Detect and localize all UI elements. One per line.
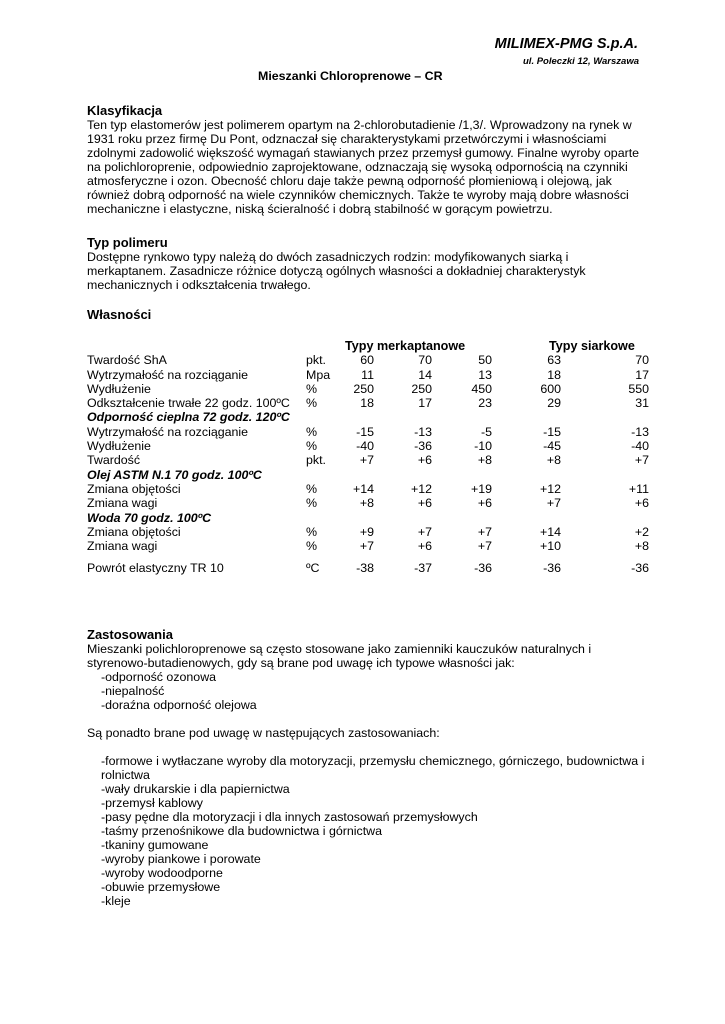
row-value: +7	[477, 524, 492, 539]
company-address: ul. Poleczki 12, Warszawa	[523, 56, 639, 67]
row-value: -15	[543, 424, 561, 439]
row-value: +7	[359, 539, 374, 554]
list-item: rolnictwa	[101, 768, 150, 782]
row-value: +19	[470, 481, 492, 496]
row-value: +9	[359, 524, 374, 539]
application-list	[87, 754, 661, 908]
list-item: -niepalność	[101, 684, 165, 698]
section-klasyfikacja	[87, 103, 647, 216]
row-label: Woda 70 godz. 100ºC	[87, 510, 212, 525]
list-item: -kleje	[101, 894, 131, 908]
row-value: -45	[543, 439, 561, 454]
list-item: -wały drukarskie i dla papiernictwa	[101, 782, 290, 796]
list-item: -obuwie przemysłowe	[101, 880, 221, 894]
row-label: Zmiana wagi	[87, 539, 158, 554]
text-line: 1931 roku przez firmę Du Pont, odznaczał się charakterystykami przetwórczymi i własnościami	[87, 132, 607, 146]
row-label: Twardość	[87, 453, 141, 468]
row-unit: %	[306, 524, 318, 539]
row-value: 14	[418, 367, 432, 382]
table-row	[87, 539, 652, 553]
table-row	[87, 561, 652, 575]
row-unit: ºC	[306, 561, 320, 576]
row-value: +6	[477, 496, 492, 511]
section-typ-polimeru	[87, 235, 647, 292]
row-value: 17	[635, 367, 649, 382]
table-subheading	[87, 468, 652, 482]
row-unit: %	[306, 396, 318, 411]
table-subheading	[87, 511, 652, 525]
row-value: 600	[540, 381, 561, 396]
row-unit: %	[306, 381, 318, 396]
row-label: Wydłużenie	[87, 439, 151, 454]
row-value: +7	[634, 453, 649, 468]
row-value: +7	[477, 539, 492, 554]
heading-wlasnosci: Własności	[87, 307, 152, 322]
paragraph-klasyfikacja	[87, 118, 647, 216]
list-item: -taśmy przenośnikowe dla budownictwa i górnictwa	[101, 824, 382, 838]
text-line: mechanicznych i odkształcenia trwałego.	[87, 278, 311, 292]
row-value: +14	[539, 524, 561, 539]
row-value: +12	[410, 481, 432, 496]
company-name: MILIMEX-PMG S.p.A.	[494, 36, 638, 52]
group-merkaptanowe: Typy merkaptanowe	[345, 339, 466, 353]
row-label: Powrót elastyczny TR 10	[87, 561, 224, 576]
row-value: +7	[546, 496, 561, 511]
table-row	[87, 368, 652, 382]
row-value: 23	[478, 396, 492, 411]
row-unit: %	[306, 439, 318, 454]
row-unit: pkt.	[306, 453, 326, 468]
row-label: Zmiana wagi	[87, 496, 158, 511]
row-value: -15	[356, 424, 374, 439]
row-value: +6	[634, 496, 649, 511]
row-unit: Mpa	[306, 367, 331, 382]
heading-zastosowania: Zastosowania	[87, 627, 173, 642]
row-label: Wytrzymałość na rozciąganie	[87, 424, 249, 439]
text-line: styrenowo-butadienowych, gdy są brane pod uwagę ich typowe własności jak:	[87, 656, 515, 670]
table-row	[87, 353, 652, 367]
heading-klasyfikacja: Klasyfikacja	[87, 103, 163, 118]
table-row	[87, 496, 652, 510]
row-value: -36	[631, 561, 649, 576]
section-zastosowania	[87, 627, 661, 908]
row-label: Zmiana objętości	[87, 481, 181, 496]
row-value: -36	[414, 439, 432, 454]
table-row	[87, 425, 652, 439]
table-row	[87, 382, 652, 396]
row-label: Zmiana objętości	[87, 524, 181, 539]
row-value: +8	[477, 453, 492, 468]
row-unit: %	[306, 496, 318, 511]
list-item: -pasy pędne dla motoryzacji i dla innych zastosowań przemysłowych	[101, 810, 478, 824]
row-value: +7	[417, 524, 432, 539]
row-value: 70	[635, 353, 649, 368]
row-value: +11	[628, 481, 649, 496]
row-value: 31	[635, 396, 649, 411]
row-value: 550	[628, 381, 649, 396]
text-line: na polichloroprenie, odpowiednio zaprojektowane, odznaczają się wysoką odpornością na czynniki	[87, 160, 628, 174]
row-value: +8	[546, 453, 561, 468]
list-item: -formowe i wytłaczane wyroby dla motoryzacji, przemysłu chemicznego, górniczego, budownictwa i	[101, 754, 645, 768]
row-value: -36	[543, 561, 561, 576]
row-label: Wytrzymałość na rozciąganie	[87, 367, 249, 382]
row-value: -40	[631, 439, 649, 454]
row-value: 18	[547, 367, 561, 382]
table-spacer	[87, 553, 652, 561]
section-wlasnosci	[87, 307, 151, 322]
row-value: 250	[411, 381, 432, 396]
row-value: 17	[418, 396, 432, 411]
row-value: +6	[417, 539, 432, 554]
paragraph-zastosowania-intro	[87, 642, 647, 670]
row-value: 18	[360, 396, 374, 411]
text-line: atmosferyczne i ozon. Obecność chloru daje także pewną odporność płomieniową i olejową, jak	[87, 174, 612, 188]
row-value: +2	[634, 524, 649, 539]
row-value: -13	[414, 424, 432, 439]
list-item: -tkaniny gumowane	[101, 838, 209, 852]
text-line: zdolnymi zadowolić większość wymagań stawianych przez przemysł gumowy. Finalne wyroby oparte	[87, 146, 640, 160]
row-value: -36	[474, 561, 492, 576]
row-value: -5	[480, 424, 492, 439]
paragraph-zastosowania-also: Są ponadto brane pod uwagę w następujących zastosowaniach:	[87, 726, 440, 740]
group-siarkowe: Typy siarkowe	[549, 339, 635, 353]
row-value: 63	[547, 353, 561, 368]
row-unit: %	[306, 539, 318, 554]
row-value: +6	[417, 496, 432, 511]
text-line: mechaniczne i elastyczne, niską ścieralność i dobrą stabilność w gorącym powietrzu.	[87, 202, 553, 216]
row-value: 50	[478, 353, 492, 368]
property-list	[87, 670, 661, 712]
paragraph-typ-polimeru	[87, 250, 647, 292]
row-value: -10	[474, 439, 492, 454]
row-value: +14	[352, 481, 374, 496]
document-title: Mieszanki Chloroprenowe – CR	[258, 69, 443, 83]
text-line: merkaptanem. Zasadnicze różnice dotyczą ogólnych własności a dokładniej charakterystyk	[87, 264, 586, 278]
row-value: -13	[631, 424, 649, 439]
list-item: -odporność ozonowa	[101, 670, 217, 684]
row-value: +10	[539, 539, 561, 554]
row-label: Wydłużenie	[87, 381, 151, 396]
row-value: 13	[478, 367, 492, 382]
table-group-header	[87, 339, 652, 353]
row-value: -38	[356, 561, 374, 576]
row-value: -37	[414, 561, 432, 576]
table-row	[87, 439, 652, 453]
properties-table	[87, 339, 652, 576]
row-value: 29	[547, 396, 561, 411]
row-unit: pkt.	[306, 353, 326, 368]
table-subheading	[87, 410, 652, 424]
table-row	[87, 525, 652, 539]
table-row	[87, 482, 652, 496]
text-line: Mieszanki polichloroprenowe są często stosowane jako zamienniki kauczuków naturalnych i	[87, 642, 592, 656]
row-label: Odporność cieplna 72 godz. 120ºC	[87, 410, 290, 425]
row-value: 450	[471, 381, 492, 396]
text-line: Dostępne rynkowo typy należą do dwóch zasadniczych rodzin: modyfikowanych siarką i	[87, 250, 569, 264]
row-value: +8	[359, 496, 374, 511]
row-value: 11	[361, 367, 374, 382]
row-value: +12	[539, 481, 561, 496]
row-unit: %	[306, 481, 318, 496]
row-value: -40	[356, 439, 374, 454]
text-line: również dobrą odporność na wiele czynników chemicznych. Także te wyroby mają dobre własności	[87, 188, 629, 202]
row-label: Odkształcenie trwałe 22 godz. 100ºC	[87, 396, 290, 411]
text-line: Ten typ elastomerów jest polimerem opartym na 2-chlorobutadienie /1,3/. Wprowadzony na rynek w	[87, 118, 632, 132]
table-row	[87, 453, 652, 467]
table-row	[87, 396, 652, 410]
row-value: +7	[359, 453, 374, 468]
heading-typ-polimeru: Typ polimeru	[87, 235, 168, 250]
list-item: -wyroby piankowe i porowate	[101, 852, 261, 866]
row-unit: %	[306, 424, 318, 439]
list-item: -doraźna odporność olejowa	[101, 698, 257, 712]
row-value: 70	[418, 353, 432, 368]
row-value: 250	[353, 381, 374, 396]
row-value: +6	[417, 453, 432, 468]
list-item: -przemysł kablowy	[101, 796, 203, 810]
row-value: +8	[634, 539, 649, 554]
list-item: -wyroby wodoodporne	[101, 866, 223, 880]
row-label: Twardość ShA	[87, 353, 167, 368]
row-label: Olej ASTM N.1 70 godz. 100ºC	[87, 467, 262, 482]
row-value: 60	[360, 353, 374, 368]
